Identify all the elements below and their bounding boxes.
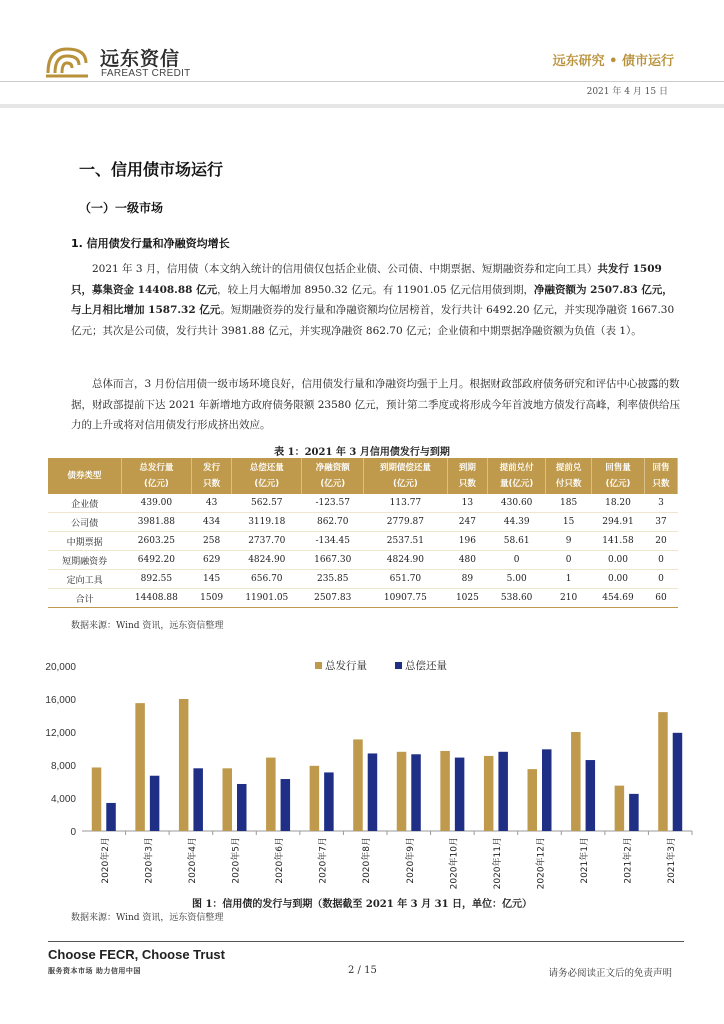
table-cell: 5.00: [488, 570, 546, 589]
x-tick-label: 2020年12月: [536, 837, 547, 890]
table-row: [48, 494, 678, 513]
header-divider: [0, 81, 724, 82]
fareast-logo-icon: [42, 43, 92, 79]
table-row: [48, 589, 678, 608]
bar-issuance: [571, 732, 581, 831]
table-cell: 14408.88: [121, 589, 191, 608]
table-cell: 89: [447, 570, 487, 589]
table-cell: 454.69: [591, 589, 644, 608]
table-header-cell: 提前兑 付只数: [546, 458, 592, 494]
table-cell: 0.00: [591, 551, 644, 570]
table-cell: 37: [645, 513, 678, 532]
bar-issuance: [92, 767, 102, 831]
table-row: [48, 570, 678, 589]
table-cell: 629: [191, 551, 231, 570]
x-tick-label: 2021年2月: [623, 837, 634, 884]
table-cell: 258: [191, 532, 231, 551]
bar-repayment: [106, 803, 116, 831]
bar-repayment: [281, 779, 291, 831]
bar-issuance: [658, 712, 668, 831]
table-cell: 0: [645, 570, 678, 589]
table-cell: 439.00: [121, 494, 191, 513]
x-tick-label: 2020年2月: [100, 837, 111, 884]
table-row-label: 定向工具: [48, 570, 121, 589]
y-tick-label: 20,000: [45, 662, 76, 673]
table-header-cell: 回售量 (亿元): [591, 458, 644, 494]
table-row: [48, 532, 678, 551]
table-cell: 6492.20: [121, 551, 191, 570]
table-cell: 562.57: [232, 494, 302, 513]
x-tick-label: 2020年4月: [187, 837, 198, 884]
brand-name-en: FAREAST CREDIT: [101, 68, 191, 79]
table-cell: 3: [645, 494, 678, 513]
bar-issuance: [484, 756, 494, 831]
subsection-heading: （一）一级市场: [79, 201, 164, 215]
bar-repayment: [150, 776, 160, 831]
table-row-label: 企业债: [48, 494, 121, 513]
table-cell: 651.70: [364, 570, 448, 589]
bar-repayment: [237, 784, 247, 831]
table-cell: 0: [546, 551, 592, 570]
footer-slogan: Choose FECR, Choose Trust: [48, 947, 225, 962]
table-header-cell: 总发行量 (亿元): [121, 458, 191, 494]
table-cell: -134.45: [302, 532, 364, 551]
footer-tagline: 服务资本市场 助力信用中国: [48, 966, 141, 975]
table-cell: 3119.18: [232, 513, 302, 532]
legend-label-issuance: 总发行量: [325, 660, 367, 672]
table-row: [48, 513, 678, 532]
table-cell: 4824.90: [364, 551, 448, 570]
table-header-cell: 到期 只数: [447, 458, 487, 494]
bar-repayment: [673, 733, 683, 831]
issuance-maturity-chart: [30, 650, 700, 895]
table-cell: 2737.70: [232, 532, 302, 551]
table-cell: 113.77: [364, 494, 448, 513]
table-cell: 210: [546, 589, 592, 608]
table-header-cell: 到期债偿还量 (亿元): [364, 458, 448, 494]
table-cell: 141.58: [591, 532, 644, 551]
y-tick-label: 8,000: [50, 761, 76, 772]
table-source-note: 数据来源：Wind 资讯，远东资信整理: [71, 621, 224, 631]
figure-title: 图 1：信用债的发行与到期（数据截至 2021 年 3 月 31 日，单位：亿元）: [191, 899, 533, 910]
brand-name-cn: 远东资信: [100, 48, 181, 70]
topic-heading: 1. 信用债发行量和净融资均增长: [71, 237, 230, 250]
x-tick-label: 2020年11月: [492, 837, 503, 890]
x-tick-label: 2021年3月: [667, 837, 678, 884]
bar-issuance: [353, 739, 363, 831]
y-tick-label: 16,000: [45, 695, 76, 706]
x-tick-label: 2020年5月: [231, 837, 242, 884]
header-band: [0, 104, 724, 108]
table-header-cell: 总偿还量 (亿元): [232, 458, 302, 494]
table-cell: 15: [546, 513, 592, 532]
bar-issuance: [528, 769, 538, 831]
page-number: 2 / 15: [348, 965, 377, 976]
table-header-cell: 净融资额 (亿元): [302, 458, 364, 494]
bar-issuance: [310, 766, 320, 831]
x-tick-label: 2021年1月: [580, 837, 591, 884]
bar-issuance: [615, 786, 625, 831]
table-cell: 0: [488, 551, 546, 570]
table-header-cell: 提前兑付 量(亿元): [488, 458, 546, 494]
table-cell: 2603.25: [121, 532, 191, 551]
bar-repayment: [455, 758, 465, 831]
x-tick-label: 2020年3月: [144, 837, 155, 884]
table-cell: 1667.30: [302, 551, 364, 570]
table-cell: 235.85: [302, 570, 364, 589]
table-row-label: 中期票据: [48, 532, 121, 551]
bar-repayment: [368, 753, 378, 831]
section-label: 远东研究 • 债市运行: [552, 54, 674, 69]
bar-issuance: [179, 699, 189, 831]
bar-repayment: [324, 772, 334, 831]
table-cell: 3981.88: [121, 513, 191, 532]
table-cell: 10907.75: [364, 589, 448, 608]
table-cell: 294.91: [591, 513, 644, 532]
legend-label-repayment: 总偿还量: [405, 660, 447, 672]
bar-repayment: [411, 754, 421, 831]
table-cell: 1025: [447, 589, 487, 608]
x-tick-label: 2020年10月: [449, 837, 460, 890]
table-cell: 892.55: [121, 570, 191, 589]
y-tick-label: 4,000: [50, 794, 76, 805]
table-cell: 4824.90: [232, 551, 302, 570]
table-cell: -123.57: [302, 494, 364, 513]
x-tick-label: 2020年7月: [318, 837, 329, 884]
table-header-cell: 债券类型: [48, 458, 121, 494]
disclaimer-note: 请务必阅读正文后的免责声明: [548, 968, 672, 979]
table-cell: 43: [191, 494, 231, 513]
bar-repayment: [193, 768, 203, 831]
bar-issuance: [135, 703, 145, 831]
x-tick-label: 2020年8月: [362, 837, 373, 884]
table-cell: 0: [645, 551, 678, 570]
bar-issuance: [397, 752, 407, 831]
table-cell: 1: [546, 570, 592, 589]
bar-issuance: [440, 751, 450, 831]
table-row: [48, 551, 678, 570]
table-cell: 13: [447, 494, 487, 513]
table-cell: 1509: [191, 589, 231, 608]
footer-divider: [48, 941, 684, 942]
x-tick-label: 2020年9月: [405, 837, 416, 884]
bar-repayment: [629, 794, 639, 831]
table-header-row: [48, 458, 678, 494]
table-cell: 2537.51: [364, 532, 448, 551]
y-tick-label: 12,000: [45, 728, 76, 739]
table-cell: 247: [447, 513, 487, 532]
table-cell: 44.39: [488, 513, 546, 532]
table-cell: 656.70: [232, 570, 302, 589]
legend-swatch-repayment: [395, 662, 402, 669]
table-cell: 185: [546, 494, 592, 513]
table-cell: 480: [447, 551, 487, 570]
table-cell: 538.60: [488, 589, 546, 608]
table-cell: 18.20: [591, 494, 644, 513]
table-cell: 20: [645, 532, 678, 551]
table-cell: 0.00: [591, 570, 644, 589]
table-row-label: 短期融资券: [48, 551, 121, 570]
bar-repayment: [586, 760, 596, 831]
table-cell: 145: [191, 570, 231, 589]
bar-issuance: [223, 768, 233, 831]
table-header-cell: 发行 只数: [191, 458, 231, 494]
chart-source-note: 数据来源：Wind 资讯，远东资信整理: [71, 913, 224, 923]
bar-issuance: [266, 758, 276, 831]
table-cell: 2779.87: [364, 513, 448, 532]
y-tick-label: 0: [70, 827, 76, 838]
table-cell: 11901.05: [232, 589, 302, 608]
table-cell: 9: [546, 532, 592, 551]
section-heading: 一、信用债市场运行: [79, 160, 224, 179]
table-row-label: 合计: [48, 589, 121, 608]
table-row-label: 公司债: [48, 513, 121, 532]
bar-repayment: [542, 749, 552, 831]
table-cell: 434: [191, 513, 231, 532]
report-date: 2021 年 4 月 15 日: [586, 87, 668, 97]
paragraph-issuance: 2021 年 3 月，信用债（本文纳入统计的信用债仅包括企业债、公司债、中期票据、短期融资券和定向工具）共发行 1509 只，募集资金 14408.88 亿元，较上月大幅增加 8950.32 亿元。有 11901.05 亿元信用债到期，净融资额为 2507.83 亿元，与上月相比增加 1587.32 亿元。短期融资券的发行量和净融资额均位居榜首，发行共计 6492.20 亿元，并实现净融资 1667.30 亿元；其次是公司债，发行共计 3981.88 亿元，并实现净融资 862.70 亿元；企业债和中期票据净融资额为负值（表 1）。: [71, 263, 675, 337]
table-cell: 60: [645, 589, 678, 608]
bar-repayment: [498, 752, 508, 831]
table-cell: 2507.83: [302, 589, 364, 608]
issuance-table: [48, 458, 678, 608]
paragraph-summary: 总体而言，3 月份信用债一级市场环境良好，信用债发行量和净融资均强于上月。根据财政部政府债务研究和评估中心披露的数据，财政部提前下达 2021 年新增地方政府债务限额 23580 亿元，预计第二季度或将形成今年首波地方债发行高峰，利率债供给压力的上升或将对信用债发行形成挤出效应。: [71, 378, 680, 431]
table-cell: 430.60: [488, 494, 546, 513]
table-header-cell: 回售 只数: [645, 458, 678, 494]
x-tick-label: 2020年6月: [275, 837, 286, 884]
table-cell: 862.70: [302, 513, 364, 532]
table-cell: 196: [447, 532, 487, 551]
table-title: 表 1：2021 年 3 月信用债发行与到期: [274, 447, 450, 458]
legend-swatch-issuance: [315, 662, 322, 669]
table-cell: 58.61: [488, 532, 546, 551]
